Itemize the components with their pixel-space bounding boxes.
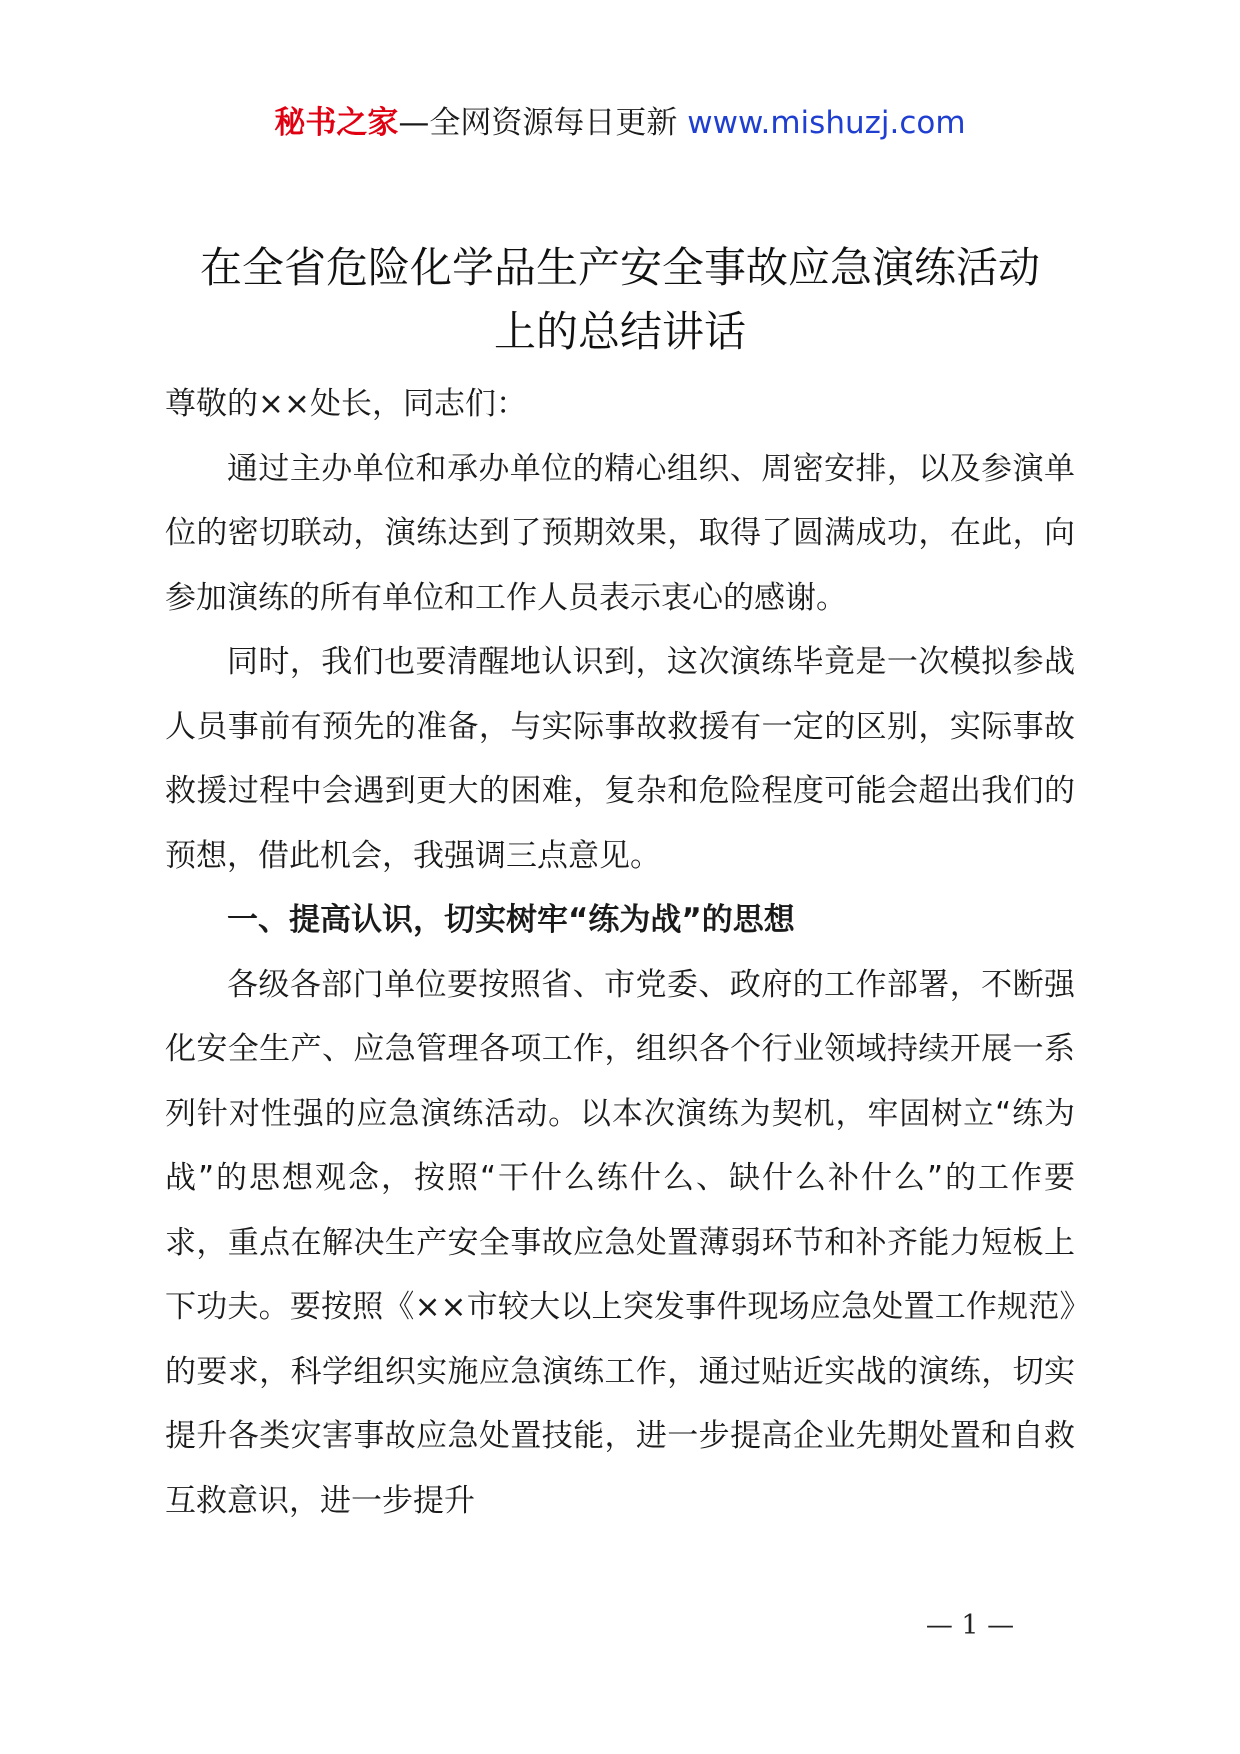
- site-slogan: —全网资源每日更新: [398, 105, 678, 141]
- paragraph-1: 通过主办单位和承办单位的精心组织、周密安排，以及参演单位的密切联动，演练达到了预期效果，取得了圆满成功，在此，向参加演练的所有单位和工作人员表示衷心的感谢。: [165, 450, 1075, 616]
- site-url-link[interactable]: www.mishuzj.com: [687, 105, 966, 141]
- document-title: [160, 236, 1080, 364]
- paragraph-3: 各级各部门单位要按照省、市党委、政府的工作部署，不断强化安全生产、应急管理各项工作，组织各个行业领域持续开展一系列针对性强的应急演练活动。以本次演练为契机，牢固树立“练为战”的思想观念，按照“干什么练什么、缺什么补什么”的工作要求，重点在解决生产安全事故应急处置薄弱环节和补齐能力短板上下功夫。要按照《××市较大以上突发事件现场应急处置工作规范》的要求，科学组织实施应急演练工作，通过贴近实战的演练，切实提升各类灾害事故应急处置技能，进一步提高企业先期处置和自救互救意识，进一步提升: [165, 966, 1075, 1519]
- section-heading-1: 一、提高认识，切实树牢“练为战”的思想: [227, 902, 795, 938]
- page-number: — 1 —: [925, 1610, 1015, 1641]
- title-line-1: 在全省危险化学品生产安全事故应急演练活动: [199, 243, 1040, 292]
- site-header: [0, 102, 1240, 144]
- paragraph-2: 同时，我们也要清醒地认识到，这次演练毕竟是一次模拟参战人员事前有预先的准备，与实际事故救援有一定的区别，实际事故救援过程中会遇到更大的困难，复杂和危险程度可能会超出我们的预想，借此机会，我强调三点意见。: [165, 644, 1075, 874]
- site-brand: 秘书之家: [274, 105, 399, 141]
- document-body: [165, 372, 1075, 1533]
- salutation: 尊敬的××处长，同志们：: [165, 386, 527, 422]
- title-line-2: 上的总结讲话: [493, 307, 746, 356]
